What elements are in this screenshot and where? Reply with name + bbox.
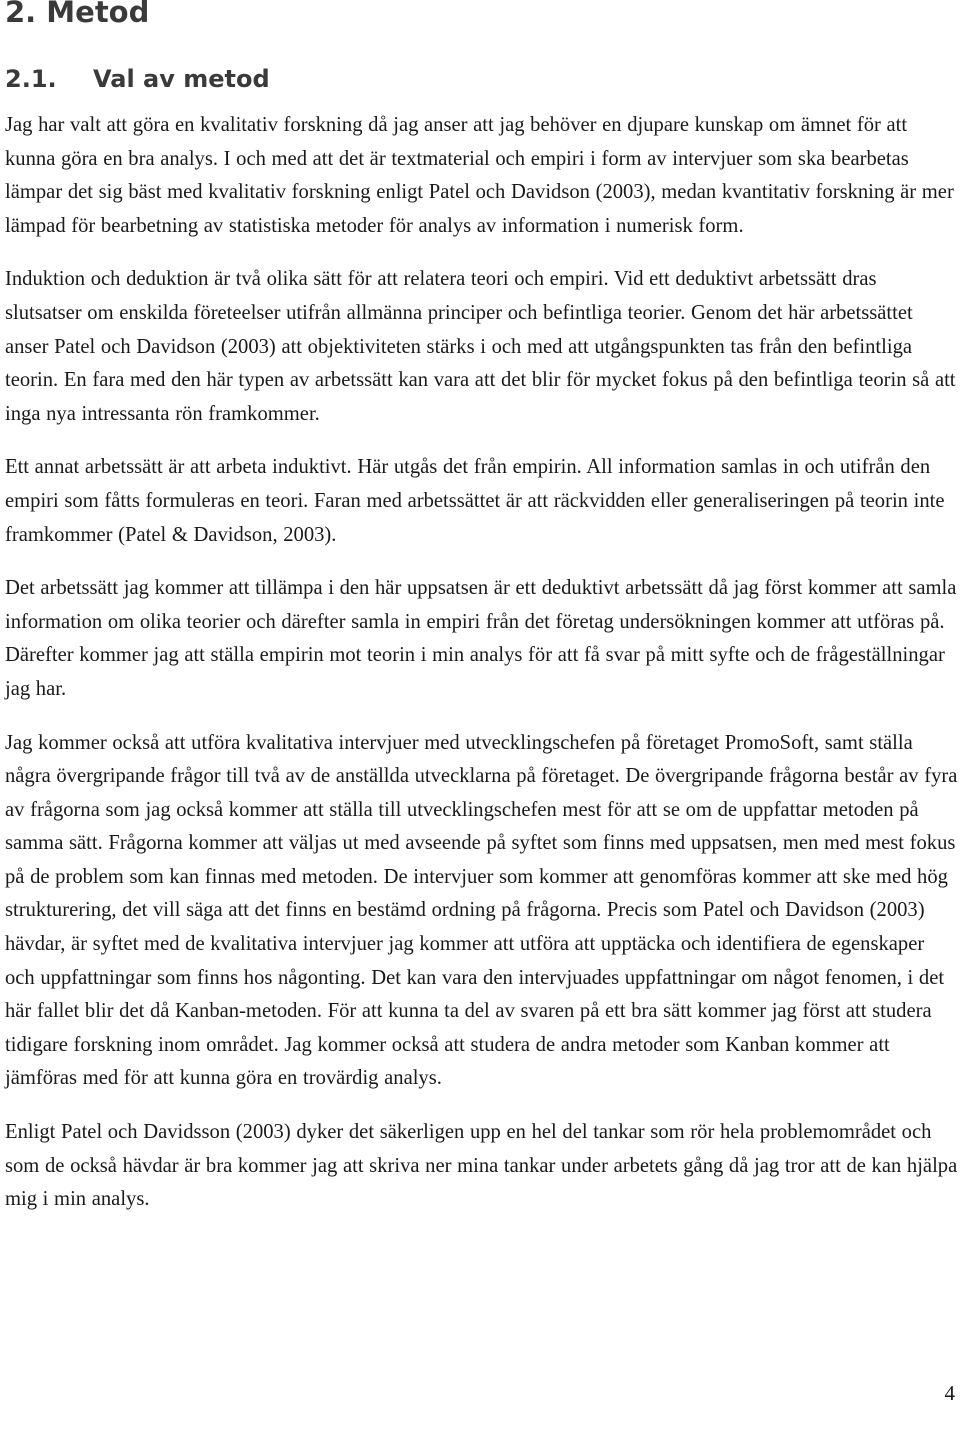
paragraph: Enligt Patel och Davidsson (2003) dyker det säkerligen upp en hel del tankar som rör hela problemområdet och som de också hävdar är bra kommer jag att skriva ner mina tankar under arbetets gång då jag tror att de kan hjälpa mig i min analys. (5, 1121, 958, 1211)
paragraph: Induktion och deduktion är två olika sätt för att relatera teori och empiri. Vid ett deduktivt arbetssätt dras slutsatser om enskilda företeelser utifrån allmänna principer och befintliga teorier. Genom det här arbetssättet anser Patel och Davidson (2003) att objektiviteten stärks i och med att utgångspunkten tas från den befintliga teorin. En fara med den här typen av arbetssätt kan vara att det blir för mycket fokus på den befintliga teorin så att inga nya intressanta rön framkommer. (5, 268, 956, 425)
section-heading (5, 65, 270, 93)
paragraph: Jag kommer också att utföra kvalitativa intervjuer med utvecklingschefen på företaget PromoSoft, samt ställa några övergripande frågor till två av de anställda utvecklarna på företaget. De övergripande frågorna består av fyra av frågorna som jag också kommer att ställa till utvecklingschefen mest för att se om de uppfattar metoden på samma sätt. Frågorna kommer att väljas ut med avseende på syftet som finns med uppsatsen, men med mest fokus på de problem som kan finnas med metoden. De intervjuer som kommer att genomföras kommer att ske med hög strukturering, det vill säga att det finns en bestämd ordning på frågorna. Precis som Patel och Davidson (2003) hävdar, är syftet med de kvalitativa intervjuer jag kommer att utföra att upptäcka och identifiera de egenskaper och uppfattningar som finns hos någonting. Det kan vara den intervjuades uppfattningar om något fenomen, i det här fallet blir det då Kanban-metoden. För att kunna ta del av svaren på ett bra sätt kommer jag först att studera tidigare forskning inom området. Jag kommer också att studera de andra metoder som Kanban kommer att jämföras med för att kunna göra en trovärdig analys. (5, 731, 958, 1090)
section-number: 2.1. (5, 65, 57, 93)
paragraph: Jag har valt att göra en kvalitativ forskning då jag anser att jag behöver en djupare kunskap om ämnet för att kunna göra en bra analys. I och med att det är textmaterial och empiri i form av intervjuer som ska bearbetas lämpar det sig bäst med kvalitativ forskning enligt Patel och Davidson (2003), medan kvantitativ forskning är mer lämpad för bearbetning av statistiska metoder för analys av information i numerisk form. (5, 114, 954, 237)
paragraph: Ett annat arbetssätt är att arbeta induktivt. Här utgås det från empirin. All information samlas in och utifrån den empiri som fåtts formuleras en teori. Faran med arbetssättet är att räckvidden eller generaliseringen på teorin inte framkommer (Patel & Davidson, 2003). (5, 456, 945, 546)
chapter-heading: 2. Metod (5, 0, 150, 29)
page-number: 4 (944, 1381, 955, 1405)
body-text (5, 109, 958, 1237)
paragraph: Det arbetssätt jag kommer att tillämpa i den här uppsatsen är ett deduktivt arbetssätt då jag först kommer att samla information om olika teorier och därefter samla in empiri från det företag undersökningen kommer att utföras på. Därefter kommer jag att ställa empirin mot teorin i min analys för att få svar på mitt syfte och de frågeställningar jag har. (5, 577, 957, 700)
section-title: Val av metod (93, 65, 270, 93)
